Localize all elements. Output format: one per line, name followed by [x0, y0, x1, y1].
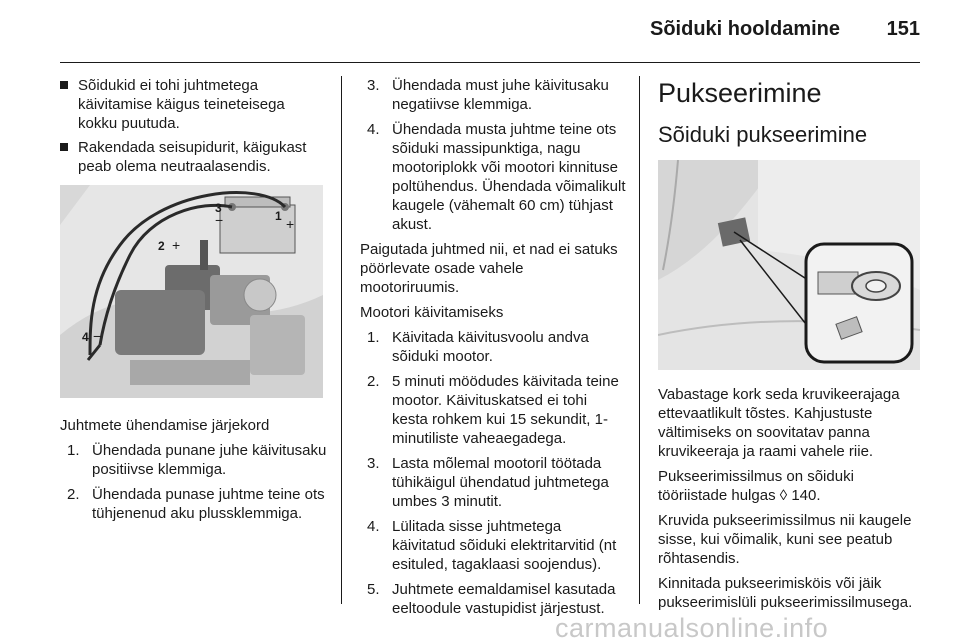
heading-towing: Pukseerimine: [658, 78, 822, 108]
callout-minus-4: −: [93, 328, 102, 344]
callout-plus-2: +: [172, 237, 181, 253]
list-item: 5. Juhtmete eemaldamisel kasutada eeltoodule vastupidist järjestust.: [367, 581, 616, 617]
list-item: 1. Käivitada käivitusvoolu andva sõiduki mootor.: [367, 329, 589, 365]
section-title: Sõiduki hooldamine: [649, 18, 840, 40]
list-item: Sõidukid ei tohi juhtmetega käivitamise käigus teineteisega kokku puutuda.: [60, 76, 328, 133]
towing-eye-illustration: [658, 160, 920, 370]
list-item: Rakendada seisupidurit, käigukast peab olema neutraalasendis.: [60, 138, 328, 176]
watermark: carmanualsonline.info: [555, 613, 829, 643]
paragraph: Vabastage kork seda kruvikeerajaga ettevaatlikult tõstes. Kahjustuste vältimiseks on soovitatav panna kruvikeeraja ja raami vahele riie.: [658, 386, 900, 460]
list-item: 2. Ühendada punase juhtme teine ots tühjenenud aku plussklemmiga.: [67, 486, 325, 522]
column-1: [60, 76, 328, 529]
column-divider-2: [639, 76, 640, 604]
engine-bay-icon: [60, 185, 323, 398]
list-item: 4. Lülitada sisse juhtmetega käivitatud sõiduki elektritarvitid (nt esituled, tagaklaasi soojendus).: [367, 518, 617, 573]
list-item: 4. Ühendada musta juhtme teine ots sõiduki massipunktiga, nagu mootoriplokk või mootori kinnituse poltühendus. Ühendada võimalikult kaugele (vähemalt 60 cm) tühjast akust.: [367, 121, 626, 233]
list-item: 1. Ühendada punane juhe käivitusaku positiivse klemmiga.: [67, 442, 327, 478]
list-item: 3. Ühendada must juhe käivitusaku negatiivse klemmiga.: [367, 77, 609, 113]
paragraph: Kruvida pukseerimissilmus nii kaugele sisse, kui võimalik, kuni see peatub rõhtasendis.: [658, 512, 912, 567]
callout-4: 4: [82, 330, 89, 344]
paragraph: Kinnitada pukseerimisköis või jäik pukseerimislüli pukseerimissilmusega.: [658, 575, 913, 611]
column-2: [360, 76, 626, 624]
heading-vehicle-towing: Sõiduki pukseerimine: [658, 122, 868, 147]
callout-1: 1: [275, 209, 282, 223]
paragraph: Pukseerimissilmus on sõiduki tööriistade hulgas ◊ 140.: [658, 468, 854, 504]
routing-paragraph: Paigutada juhtmed nii, et nad ei satuks pöörlevate osade vahele mootoriruumis.: [360, 241, 618, 296]
callout-3: 3: [215, 201, 222, 215]
column-divider-1: [341, 76, 342, 604]
callout-minus-3: −: [215, 212, 224, 228]
page-number: 151: [886, 18, 920, 40]
list-item: 3. Lasta mõlemal mootoril töötada tühikäigul ühendatud juhtmetega umbes 3 minutit.: [367, 455, 609, 510]
bullet-square-icon: [60, 143, 68, 151]
page-header: [60, 0, 920, 63]
bumper-towing-eye-icon: [658, 160, 920, 370]
start-heading: Mootori käivitamiseks: [360, 304, 504, 321]
bullet-square-icon: [60, 81, 68, 89]
jump-start-battery-illustration: [60, 185, 323, 398]
sequence-heading: Juhtmete ühendamise järjekord: [60, 417, 270, 434]
column-3: [658, 76, 923, 618]
list-item: 2. 5 minuti möödudes käivitada teine mootor. Käivituskatsed ei tohi kesta rohkem kui 15 sekundit, 1-minutiliste vaheaegadega.: [367, 373, 619, 447]
callout-2: 2: [158, 239, 165, 253]
callout-plus-1: +: [286, 216, 295, 232]
